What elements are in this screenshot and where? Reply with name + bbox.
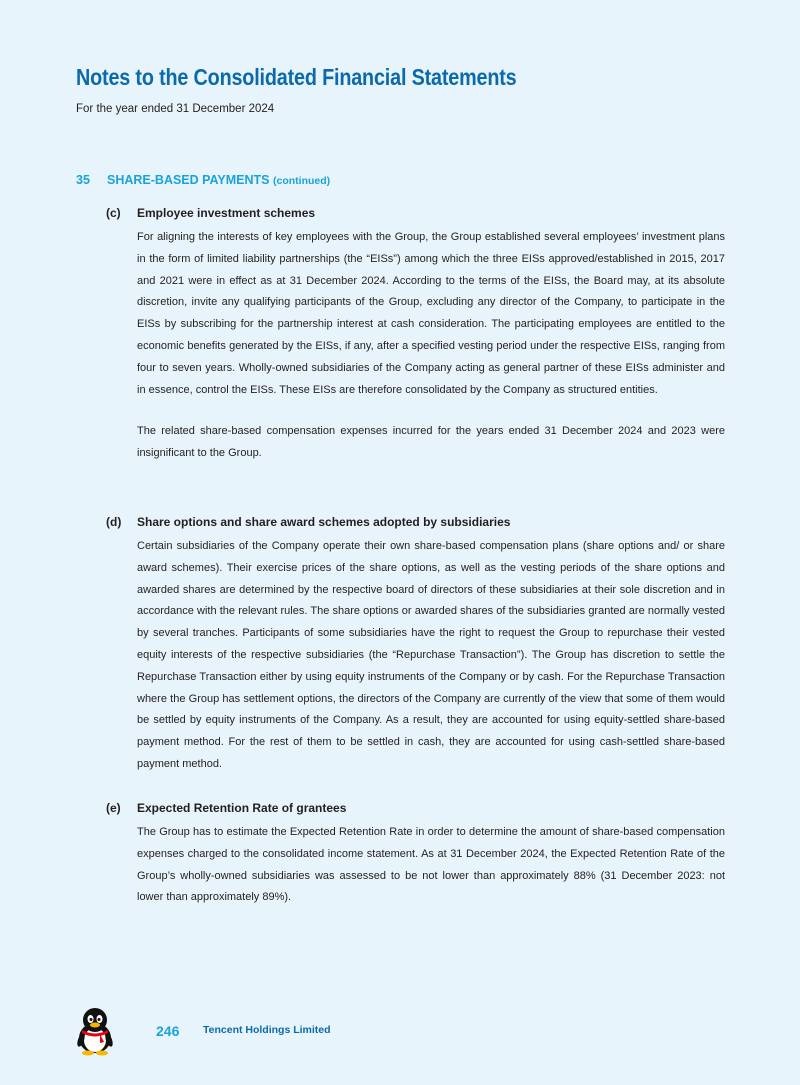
section-number: 35 <box>76 173 90 187</box>
section-continued-label: (continued) <box>273 175 331 187</box>
subsection-letter: (c) <box>106 206 121 220</box>
subsection-title: Employee investment schemes <box>137 206 316 220</box>
subsection-letter: (d) <box>106 515 122 529</box>
paragraph: The Group has to estimate the Expected Retention Rate in order to determine the amount of share-based compensation expenses charged to the consolidated income statement. As at 31 December 2024, the Expected Retention Rate of the Group’s wholly-owned subsidiaries was assessed to be not lower than approximately 88% (31 December 2023: not lower than approximately 89%). <box>137 826 725 904</box>
page-number: 246 <box>156 1023 180 1039</box>
subsection-heading <box>106 206 726 220</box>
subsection-title: Share options and share award schemes adopted by subsidiaries <box>137 515 511 529</box>
page-title: Notes to the Consolidated Financial Statements <box>76 64 517 90</box>
subsection-e <box>106 801 726 909</box>
subsection-title: Expected Retention Rate of grantees <box>137 801 347 815</box>
subsection-heading <box>106 801 726 815</box>
subsection-letter: (e) <box>106 801 121 815</box>
section-heading <box>76 173 330 187</box>
subsection-c <box>106 206 726 465</box>
paragraph: For aligning the interests of key employees with the Group, the Group established several employees’ investment plans in the form of limited liability partnerships (the “EISs”) among which the three EISs approved/established in 2015, 2017 and 2021 were in effect as at 31 December 2024. According to the terms of the EISs, the Board may, at its absolute discretion, invite any qualifying participants of the Group, excluding any director of the Company, to participate in the EISs by subscribing for the partnership interest at cash consideration. The participating employees are entitled to the economic benefits generated by the EISs, if any, after a specified vesting period under the respective EISs, ranging from four to seven years. Wholly-owned subsidiaries of the Company acting as general partner of these EISs administer and in essence, control the EISs. These EISs are therefore consolidated by the Company as structured entities. <box>137 231 725 396</box>
company-name: Tencent Holdings Limited <box>203 1024 331 1036</box>
paragraph: Certain subsidiaries of the Company operate their own share-based compensation plans (share options and/ or share award schemes). Their exercise prices of the share options, as well as the vesting periods of the share options and awarded shares are determined by the respective board of directors of these subsidiaries at their sole discretion and in accordance with the relevant rules. The share options or awarded shares of the subsidiaries granted are normally vested by several tranches. Participants of some subsidiaries have the right to request the Group to repurchase their vested equity interests of the respective subsidiaries (the “Repurchase Transaction”). The Group has discretion to settle the Repurchase Transaction either by using equity instruments of the Company or by cash. For the Repurchase Transaction where the Group has settlement options, the directors of the Company are currently of the view that some of them would be settled by equity instruments of the Company. As a result, they are accounted for using equity-settled share-based payment method. For the rest of them to be settled in cash, they are accounted for using cash-settled share-based payment method. <box>137 540 725 770</box>
paragraph: The related share-based compensation expenses incurred for the years ended 31 December 2024 and 2023 were insignificant to the Group. <box>137 425 725 460</box>
section-title: SHARE-BASED PAYMENTS <box>107 173 270 187</box>
page-subtitle: For the year ended 31 December 2024 <box>76 103 275 115</box>
page-footer <box>0 1000 800 1060</box>
subsection-d <box>106 515 726 776</box>
subsection-heading <box>106 515 726 529</box>
penguin-mascot-icon <box>74 1006 116 1056</box>
